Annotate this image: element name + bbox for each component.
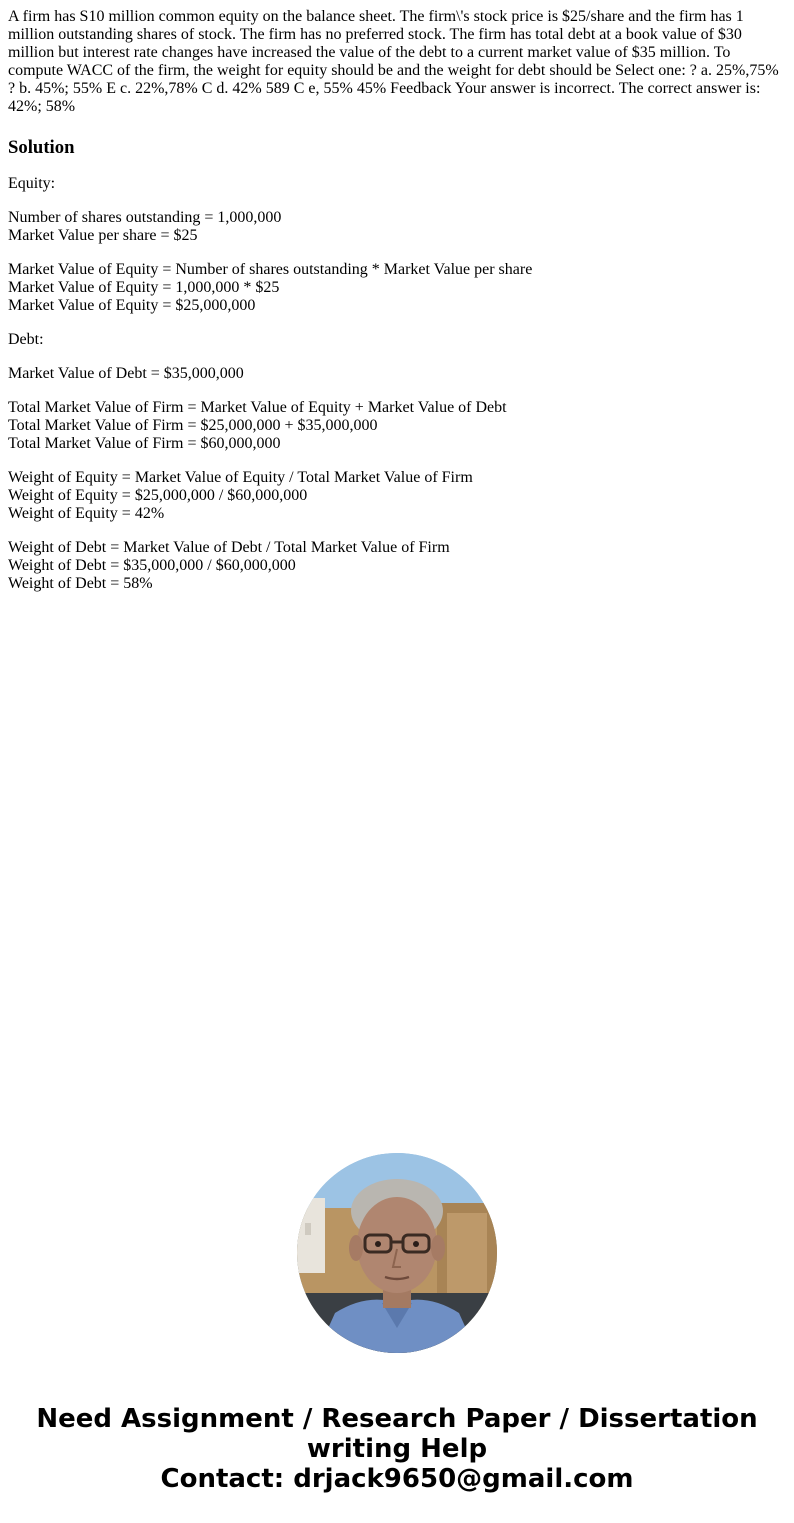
solution-heading: Solution (8, 137, 75, 158)
equity-substitution-line: Market Value of Equity = 1,000,000 * $25 (8, 279, 280, 296)
total-result-line: Total Market Value of Firm = $60,000,000 (8, 435, 281, 452)
total-formula-line: Total Market Value of Firm = Market Value of Equity + Market Value of Debt (8, 399, 507, 416)
promo-line-2: writing Help (306, 1434, 488, 1464)
author-photo (297, 1153, 497, 1353)
weight-equity-calculation (8, 469, 786, 523)
total-value-calculation (8, 399, 786, 453)
document-content (8, 8, 786, 593)
debt-label: Debt: (8, 331, 44, 348)
equity-label: Equity: (8, 175, 56, 192)
author-avatar (297, 1153, 497, 1353)
weight-equity-formula-line: Weight of Equity = Market Value of Equity / Total Market Value of Firm (8, 469, 473, 486)
weight-debt-calculation (8, 539, 786, 593)
promo-banner (0, 1404, 794, 1494)
equity-formula-line: Market Value of Equity = Number of shares outstanding * Market Value per share (8, 261, 533, 278)
promo-line-1: Need Assignment / Research Paper / Dissertation (36, 1404, 758, 1434)
weight-debt-result-line: Weight of Debt = 58% (8, 575, 153, 592)
promo-contact-line: Contact: drjack9650@gmail.com (160, 1464, 634, 1494)
weight-equity-substitution-line: Weight of Equity = $25,000,000 / $60,000,000 (8, 487, 308, 504)
debt-value-line: Market Value of Debt = $35,000,000 (8, 365, 244, 382)
equity-inputs (8, 209, 786, 245)
shares-outstanding-line: Number of shares outstanding = 1,000,000 (8, 209, 282, 226)
weight-debt-formula-line: Weight of Debt = Market Value of Debt / Total Market Value of Firm (8, 539, 450, 556)
price-per-share-line: Market Value per share = $25 (8, 227, 198, 244)
question-text: A firm has S10 million common equity on the balance sheet. The firm\'s stock price is $25/share and the firm has 1 million outstanding shares of stock. The firm has no preferred stock. The firm has total debt at a book value of $30 million but interest rate changes have increased the value of the debt to a current market value of $35 million. To compute WACC of the firm, the weight for equity should be and the weight for debt should be Select one: ? a. 25%,75% ? b. 45%; 55% E c. 22%,78% C d. 42% 589 C e, 55% 45% Feedback Your answer is incorrect. The correct answer is: 42%; 58% (8, 8, 779, 115)
weight-equity-result-line: Weight of Equity = 42% (8, 505, 165, 522)
equity-result-line: Market Value of Equity = $25,000,000 (8, 297, 256, 314)
total-substitution-line: Total Market Value of Firm = $25,000,000 + $35,000,000 (8, 417, 378, 434)
equity-calculation (8, 261, 786, 315)
weight-debt-substitution-line: Weight of Debt = $35,000,000 / $60,000,000 (8, 557, 296, 574)
